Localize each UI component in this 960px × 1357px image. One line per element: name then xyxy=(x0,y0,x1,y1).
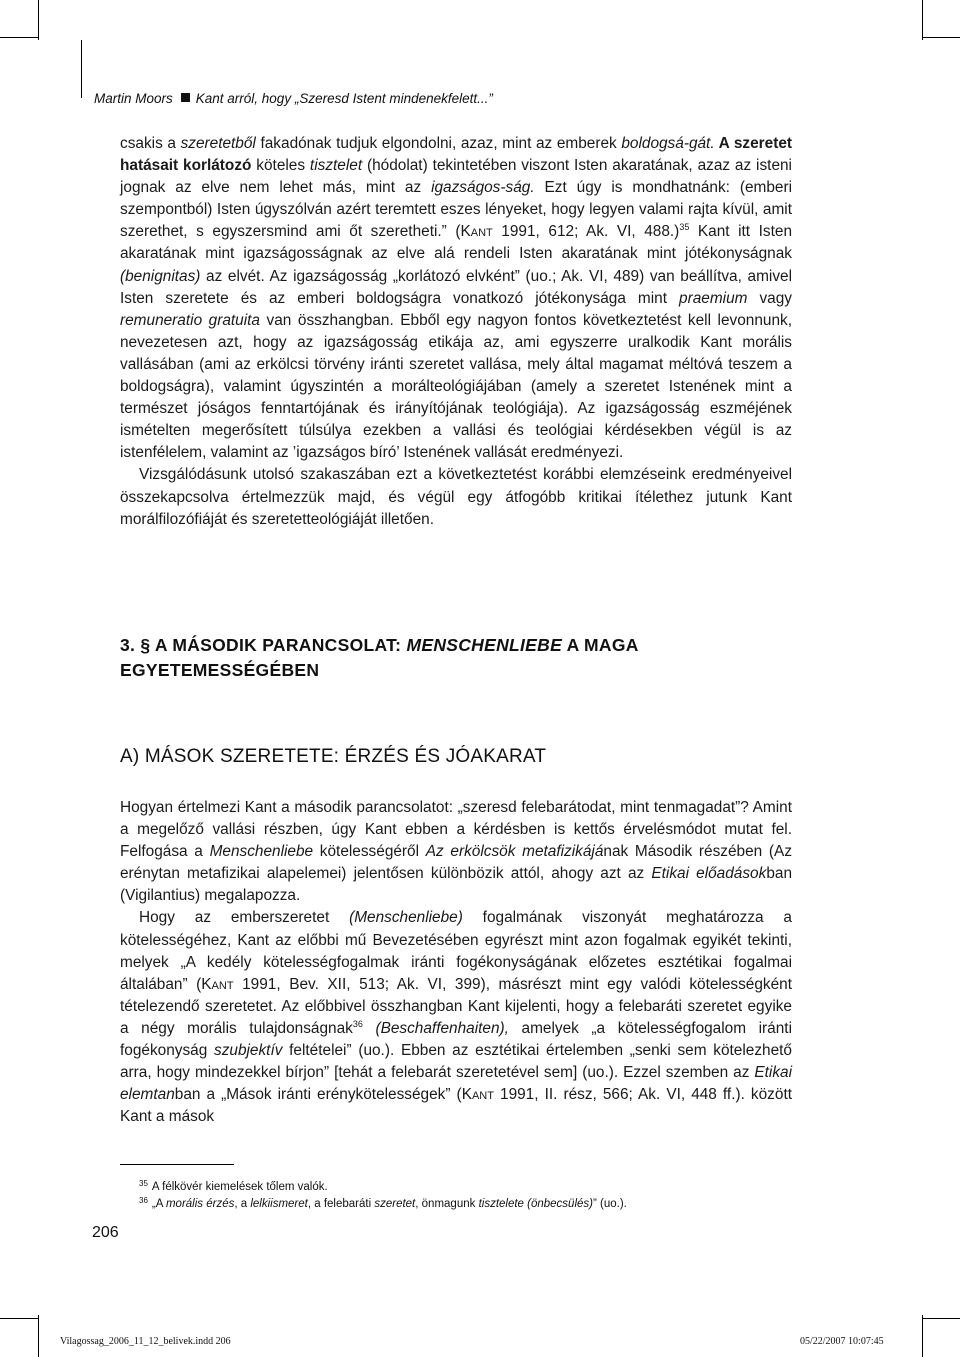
footnote-ref-35[interactable]: 35 xyxy=(679,222,690,233)
header-title: Kant arról, hogy „Szeresd Istent mindenekfelett...” xyxy=(195,91,493,106)
paragraph-3: Hogyan értelmezi Kant a második parancsolatot: „szeresd felebarátodat, mint tenmagadat”? Amint a megelőző vallási részben, úgy Kant ebben a kérdésben is kettős érvelésmódot mutat fel. Felfogása a Menschenliebe kötelességéről Az erkölcsök metafizikájának Második részében (Az erénytan metafizikai alapelemei) jelentősen különbözik attól, ahogy azt az Etikai előadásokban (Vigilantius) megalapozza. xyxy=(120,799,793,905)
paragraph-1: csakis a szeretetből fakadónak tudjuk elgondolni, azaz, mint az emberek boldogsá-gát. A szeretet hatásait korlátozó köteles tisztelet (hódolat) tekintetében viszont Isten akaratának, azaz az isteni jognak az elve nem lehet más, mint az igazságos-ság. Ezt úgy is mondhatnánk: (emberi szempontból) Isten úgyszólván azért teremtett eszes lényeket, hogy legyen valami rajta kívül, amit szerethet, s egyszersmind ami őt szeretheti.” (Kant 1991, 612; Ak. VI, 488.)$^{35}$ Kant itt Isten akaratának mint igazságosságnak az elve alá rendeli Isten akaratának mint jótékonyságnak (benignitas) az elvét. Az igazságosság „korlátozó elvként” (uo.; Ak. VI, 489) van beállítva, amivel Isten szeretete és az emberi boldogságra vonatkozó jótékonysága mint praemium vagy remuneratio gratuita van összhangban. Ebből egy nagyon fontos következtetést kell levonnunk, nevezetesen azt, hogy az igazságosság etikája az, ami egyszerre uralkodik Kant morális vallásában (ami az erkölcsi törvény iránti szeretet vallása, mely által magamat méltóvá teszem a boldogságra), valamint úgyszintén a morálteológiájában (amely a szeretet Istenének mint a természet jóságos fenntartójának és irányítójának teológiája). Az igazságosság eszméjének ismételten megerősített túlsúlya ezekben a vallási és teológiai kérdésekben végül is az istenfélelem, valamint az ’igazságos bíró’ Istenének vallását eredményezi. xyxy=(120,135,793,462)
body-text-bottom xyxy=(120,797,792,1128)
slug-filename: Vilagossag_2006_11_12_belivek.indd 206 xyxy=(60,1336,231,1347)
slug-date: 05/22/2007 10:07:45 xyxy=(800,1336,884,1347)
crop-mark xyxy=(922,0,923,40)
crop-mark xyxy=(81,40,82,98)
running-header xyxy=(94,91,493,106)
footnote-36: $^{36}$ „A morális érzés, a lelkiismeret, a felebaráti szeretet, önmagunk tisztelete (önbecsülés)” (uo.). xyxy=(139,1196,627,1210)
square-bullet-icon xyxy=(181,93,190,102)
subsection-heading: A) MÁSOK SZERETETE: ÉRZÉS ÉS JÓAKARAT xyxy=(120,746,547,767)
crop-mark xyxy=(38,1315,39,1357)
crop-mark xyxy=(0,1318,38,1319)
footnote-ref-36[interactable]: 36 xyxy=(352,1018,363,1029)
section-heading: 3. § A MÁSODIK PARANCSOLAT: MENSCHENLIEBE A MAGA EGYETEMESSÉGÉBEN xyxy=(120,635,639,680)
footnote-35: $^{35}$ A félkövér kiemelések tőlem valók. xyxy=(139,1179,328,1193)
page-number: 206 xyxy=(92,1224,119,1241)
crop-mark xyxy=(923,1318,960,1319)
paragraph-2: Vizsgálódásunk utolsó szakaszában ezt a következtetést korábbi elemzéseink eredményeivel összekapcsolva értelmezzük majd, és végül egy átfogóbb kritikai ítélethez jutunk Kant morálfilozófiáját és szeretetteológiáját illetően. xyxy=(120,466,792,528)
body-text-top xyxy=(120,133,792,531)
crop-mark xyxy=(923,37,960,38)
crop-mark xyxy=(922,1315,923,1357)
header-author: Martin Moors xyxy=(94,91,173,106)
crop-mark xyxy=(38,0,39,40)
footnote-rule xyxy=(120,1164,234,1165)
crop-mark xyxy=(0,37,38,38)
paragraph-4: Hogy az emberszeretet (Menschenliebe) fogalmának viszonyát meghatározza a kötelességéhez, Kant az előbbi mű Bevezetésében egyrészt mint azon fogalmak egyikét tekinti, melyek „A kedély kötelességfogalmak iránti fogékonyságának előzetes esztétikai fogalmai általában” (Kant 1991, Bev. XII, 513; Ak. VI, 399), másrészt mint egy valódi kötelességként tételezendő szeretetet. Az előbbivel összhangban Kant kijelenti, hogy a felebaráti szeretet egyike a négy morális tulajdonságnak$^{36}$ (Beschaffenhaiten), amelyek „a kötelességfogalom iránti fogékonyság szubjektív feltételei” (uo.). Ebben az esztétikai értelemben „senki sem kötelezhető arra, hogy mindezekkel bírjon” [tehát a felebarát szeretetével sem] (uo.). Ezzel szemben az Etikai elemtanban a „Mások iránti erénykötelességek” (Kant 1991, II. rész, 566; Ak. VI, 448 ff.). között Kant a mások xyxy=(120,909,793,1126)
